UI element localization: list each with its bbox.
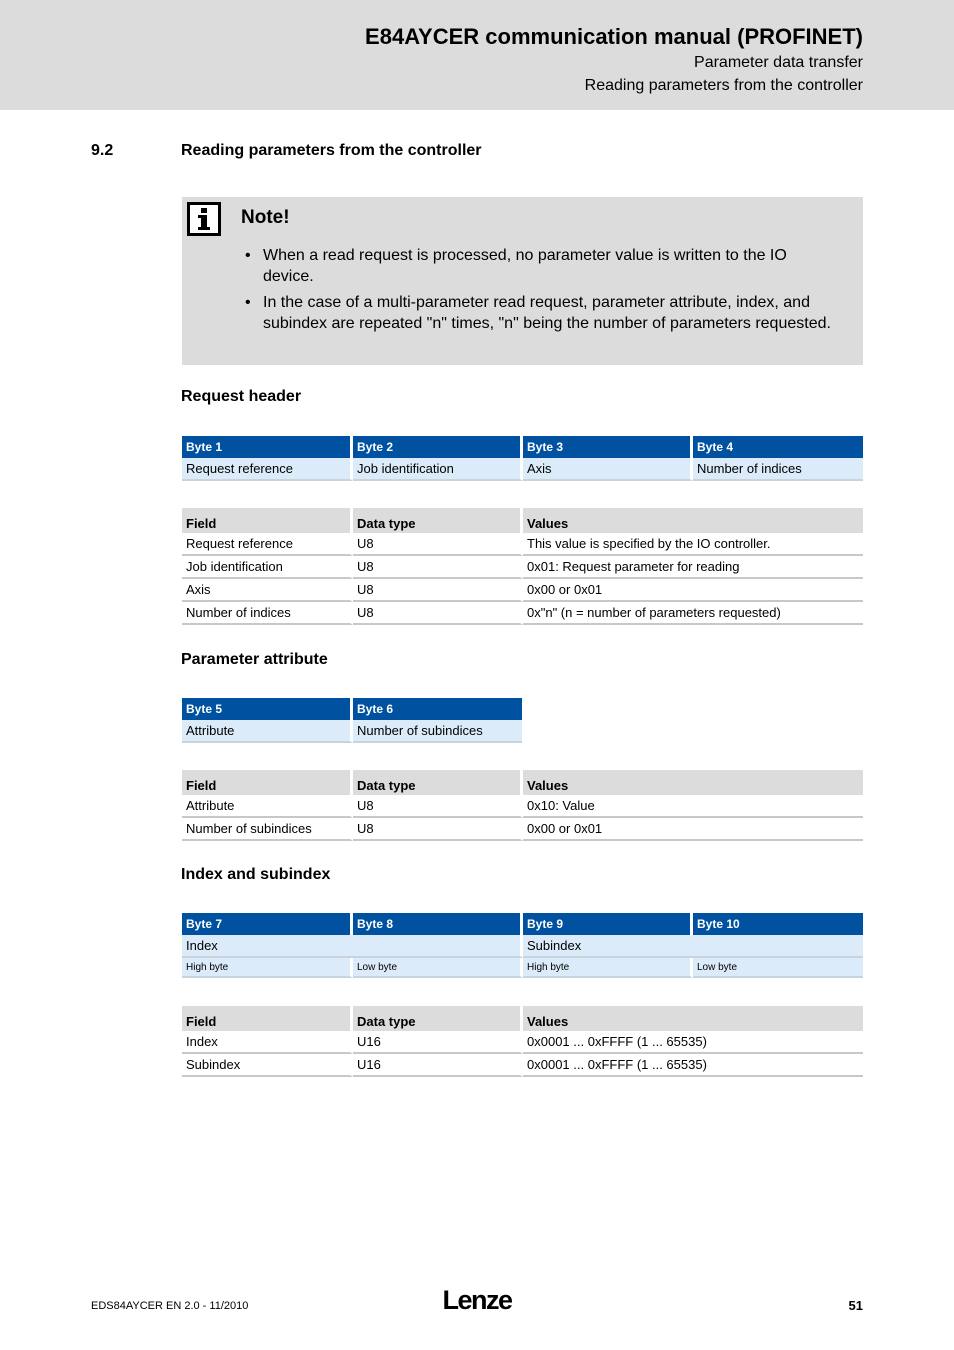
lenze-logo-text: Lenze bbox=[442, 1285, 512, 1315]
note-item: • When a read request is processed, no parameter value is written to the IO device. bbox=[245, 245, 835, 287]
table-header-cell: Field bbox=[182, 1006, 353, 1031]
table-row bbox=[182, 533, 863, 556]
table-header-cell: Byte 7 bbox=[182, 913, 353, 935]
table-header-row bbox=[182, 436, 863, 458]
note-title: Note! bbox=[241, 207, 290, 228]
table-header-row bbox=[182, 913, 863, 935]
table-cell: Attribute bbox=[182, 720, 353, 743]
table-row bbox=[182, 958, 863, 978]
table-header-cell: Byte 4 bbox=[693, 436, 863, 458]
section-number: 9.2 bbox=[91, 142, 114, 159]
table-cell: Index bbox=[182, 935, 523, 958]
table-cell: Low byte bbox=[693, 958, 863, 978]
table-cell: U8 bbox=[353, 579, 523, 602]
table-row bbox=[182, 720, 522, 743]
table-header-cell: Byte 6 bbox=[353, 698, 522, 720]
table-row bbox=[182, 818, 863, 841]
table-header-cell: Data type bbox=[353, 770, 523, 795]
table-cell: Number of subindices bbox=[353, 720, 522, 743]
parameter-attribute-byte-table bbox=[182, 698, 522, 743]
index-subindex-heading: Index and subindex bbox=[181, 866, 331, 883]
table-header-cell: Byte 10 bbox=[693, 913, 863, 935]
table-row bbox=[182, 556, 863, 579]
table-cell: 0x01: Request parameter for reading bbox=[523, 556, 863, 579]
table-cell: U8 bbox=[353, 602, 523, 625]
table-header-cell: Byte 8 bbox=[353, 913, 523, 935]
table-header-cell: Data type bbox=[353, 508, 523, 533]
request-header-field-table bbox=[182, 508, 863, 625]
table-header-cell: Byte 5 bbox=[182, 698, 353, 720]
chapter-title: Parameter data transfer bbox=[694, 54, 863, 71]
table-cell: U16 bbox=[353, 1031, 523, 1054]
table-header-row bbox=[182, 508, 863, 533]
table-header-cell: Values bbox=[523, 1006, 863, 1031]
table-cell: Low byte bbox=[353, 958, 523, 978]
lenze-logo bbox=[437, 1285, 517, 1315]
table-cell: U8 bbox=[353, 533, 523, 556]
table-header-cell: Field bbox=[182, 508, 353, 533]
table-header-cell: Byte 3 bbox=[523, 436, 693, 458]
table-header-row bbox=[182, 1006, 863, 1031]
table-cell: Axis bbox=[523, 458, 693, 481]
table-row bbox=[182, 579, 863, 602]
table-cell: Number of subindices bbox=[182, 818, 353, 841]
table-cell: U8 bbox=[353, 818, 523, 841]
table-cell: Attribute bbox=[182, 795, 353, 818]
table-cell: Request reference bbox=[182, 533, 353, 556]
section-title-header: Reading parameters from the controller bbox=[584, 77, 863, 94]
table-header-cell: Values bbox=[523, 770, 863, 795]
page-number: 51 bbox=[848, 1298, 863, 1313]
table-row bbox=[182, 1031, 863, 1054]
table-cell: Subindex bbox=[182, 1054, 353, 1077]
page-header bbox=[0, 0, 954, 110]
table-header-row bbox=[182, 698, 522, 720]
table-cell: 0x10: Value bbox=[523, 795, 863, 818]
note-list bbox=[245, 245, 835, 339]
document-id: EDS84AYCER EN 2.0 - 11/2010 bbox=[91, 1300, 249, 1312]
table-cell: Number of indices bbox=[693, 458, 863, 481]
info-icon bbox=[187, 202, 221, 236]
section-heading: Reading parameters from the controller bbox=[181, 142, 482, 159]
table-header-row bbox=[182, 770, 863, 795]
manual-title: E84AYCER communication manual (PROFINET) bbox=[365, 24, 863, 49]
table-cell: U8 bbox=[353, 795, 523, 818]
table-row bbox=[182, 602, 863, 625]
table-cell: High byte bbox=[182, 958, 353, 978]
table-cell: Axis bbox=[182, 579, 353, 602]
table-cell: 0x0001 ... 0xFFFF (1 ... 65535) bbox=[523, 1031, 863, 1054]
table-cell: Number of indices bbox=[182, 602, 353, 625]
request-header-byte-table bbox=[182, 436, 863, 481]
table-header-cell: Field bbox=[182, 770, 353, 795]
table-cell: 0x0001 ... 0xFFFF (1 ... 65535) bbox=[523, 1054, 863, 1077]
request-header-heading: Request header bbox=[181, 388, 302, 405]
table-cell: Request reference bbox=[182, 458, 353, 481]
table-header-cell: Data type bbox=[353, 1006, 523, 1031]
table-row bbox=[182, 458, 863, 481]
index-subindex-field-table bbox=[182, 1006, 863, 1077]
table-header-cell: Byte 9 bbox=[523, 913, 693, 935]
table-cell: This value is specified by the IO controller. bbox=[523, 533, 863, 556]
table-row bbox=[182, 795, 863, 818]
index-subindex-byte-table bbox=[182, 913, 863, 978]
table-cell: 0x00 or 0x01 bbox=[523, 579, 863, 602]
parameter-attribute-heading: Parameter attribute bbox=[181, 651, 328, 668]
note-box bbox=[182, 197, 863, 365]
table-cell: Subindex bbox=[523, 935, 863, 958]
table-cell: U16 bbox=[353, 1054, 523, 1077]
table-cell: 0x00 or 0x01 bbox=[523, 818, 863, 841]
table-header-cell: Byte 1 bbox=[182, 436, 353, 458]
table-cell: U8 bbox=[353, 556, 523, 579]
table-row bbox=[182, 1054, 863, 1077]
table-cell: Job identification bbox=[182, 556, 353, 579]
table-header-cell: Byte 2 bbox=[353, 436, 523, 458]
table-row bbox=[182, 935, 863, 958]
table-cell: High byte bbox=[523, 958, 693, 978]
table-cell: 0x"n" (n = number of parameters requested) bbox=[523, 602, 863, 625]
note-item: • In the case of a multi-parameter read request, parameter attribute, index, and subindex are repeated "n" times, "n" being the number of parameters requested. bbox=[245, 292, 835, 334]
table-header-cell: Values bbox=[523, 508, 863, 533]
table-cell: Index bbox=[182, 1031, 353, 1054]
table-cell: Job identification bbox=[353, 458, 523, 481]
parameter-attribute-field-table bbox=[182, 770, 863, 841]
